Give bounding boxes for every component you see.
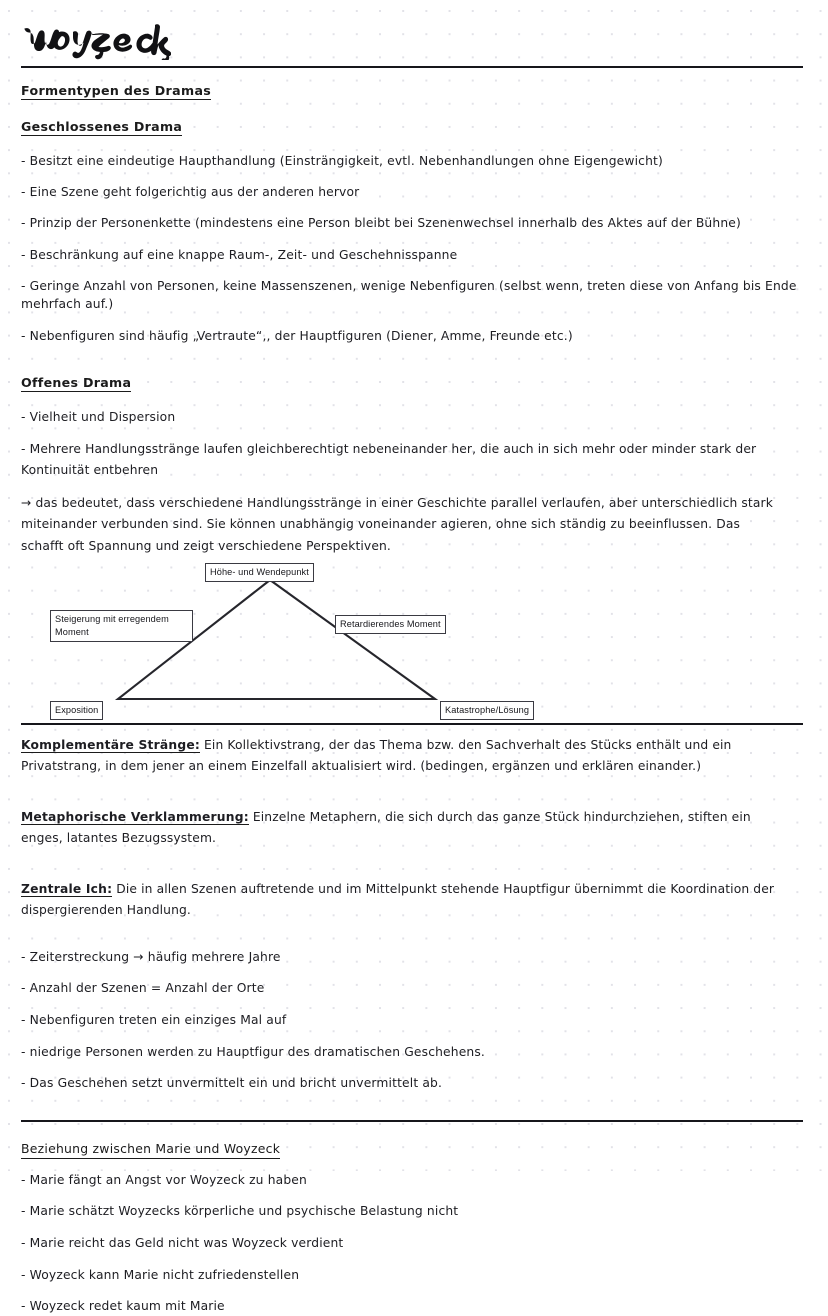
list-item: - Marie fängt an Angst vor Woyzeck zu haben — [21, 1172, 307, 1187]
list-item: - Marie reicht das Geld nicht was Woyzeck verdient — [21, 1236, 344, 1251]
term-label: Zentrale Ich: — [21, 882, 113, 897]
woyzeck-logo — [21, 12, 171, 60]
open-drama-explanation: → das bedeutet, dass verschiedene Handlungsstränge in einer Geschichte parallel verlaufen, aber unterschiedlich stark miteinander verbunden sind. Sie können unabhängig voneinander agieren, ohne sich ständig zu beeinflussen. Das schafft oft Spannung und zeigt verschiedene Perspektiven. — [21, 496, 773, 553]
list-item: - Anzahl der Szenen = Anzahl der Orte — [21, 981, 265, 996]
section-heading-relationship: Beziehung zwischen Marie und Woyzeck — [21, 1141, 280, 1159]
list-item: - Woyzeck kann Marie nicht zufriedenstellen — [21, 1267, 300, 1282]
list-item: - Nebenfiguren treten ein einziges Mal auf — [21, 1012, 287, 1027]
open-drama-features-list — [21, 948, 803, 1093]
list-item: - Mehrere Handlungsstränge laufen gleichberechtigt nebeneinander her, die auch in sich mehr oder minder stark der Kontinuität entbehren — [21, 442, 757, 478]
list-item: - Nebenfiguren sind häufig „Vertraute“,, der Hauptfiguren (Diener, Amme, Freunde etc.) — [21, 328, 573, 343]
term-definition-metaphorische-verklammerung — [21, 807, 783, 849]
list-item: - niedrige Personen werden zu Hauptfigur des dramatischen Geschehens. — [21, 1044, 485, 1059]
list-item: - Geringe Anzahl von Personen, keine Massenszenen, wenige Nebenfiguren (selbst wenn, treten diese von Anfang bis Ende mehrfach auf.) — [21, 278, 797, 312]
term-label: Komplementäre Stränge: — [21, 737, 201, 752]
list-item: - Marie schätzt Woyzecks körperliche und psychische Belastung nicht — [21, 1204, 459, 1219]
list-item: - Woyzeck redet kaum mit Marie — [21, 1299, 225, 1314]
diagram-label-apex: Höhe- und Wendepunkt — [205, 563, 314, 582]
diagram-label-end: Katastrophe/Lösung — [440, 701, 534, 720]
page-title: Formentypen des Dramas — [21, 83, 212, 98]
list-item: - Eine Szene geht folgerichtig aus der anderen hervor — [21, 185, 360, 200]
open-drama-bullet-list — [21, 408, 803, 481]
list-item: - Beschränkung auf eine knappe Raum-, Zeit- und Geschehnisspanne — [21, 247, 458, 262]
list-item: - Vielheit und Dispersion — [21, 409, 176, 424]
list-item: - Prinzip der Personenkette (mindestens eine Person bleibt bei Szenenwechsel innerhalb des Aktes auf der Bühne) — [21, 216, 741, 231]
dramatic-arc-diagram — [29, 563, 549, 713]
term-label: Metaphorische Verklammerung: — [21, 809, 249, 824]
section-heading-open-drama: Offenes Drama — [21, 374, 132, 390]
term-text: Ein Kollektivstrang, der das Thema bzw. den Sachverhalt des Stücks enthält und ein Privatstrang, in dem jener an einem Einzelfall aktualisiert wird. (bedingen, ergänzen und erklären einander.) — [21, 737, 732, 773]
diagram-label-start: Exposition — [50, 701, 103, 720]
logo-header — [21, 0, 803, 62]
term-definition-zentrale-ich — [21, 879, 783, 921]
relationship-bullet-list — [21, 1171, 803, 1316]
term-text: Die in allen Szenen auftretende und im Mittelpunkt stehende Hauptfigur übernimmt die Koordination der dispergierenden Handlung. — [21, 882, 775, 918]
closed-drama-bullet-list — [21, 152, 803, 345]
diagram-label-falling: Retardierendes Moment — [335, 615, 446, 634]
list-item: - Zeiterstreckung → häufig mehrere Jahre — [21, 949, 281, 964]
term-text: Einzelne Metaphern, die sich durch das ganze Stück hindurchziehen, stiften ein enges, latantes Bezugssystem. — [21, 809, 751, 846]
section-heading-closed-drama: Geschlossenes Drama — [21, 119, 183, 134]
term-definition-komplementaere-straenge — [21, 735, 783, 777]
list-item: - Besitzt eine eindeutige Haupthandlung (Einsträngigkeit, evtl. Nebenhandlungen ohne Eigengewicht) — [21, 154, 663, 168]
list-item: - Das Geschehen setzt unvermittelt ein und bricht unvermittelt ab. — [21, 1076, 443, 1091]
diagram-label-rising: Steigerung mit erregendem Moment — [50, 610, 193, 643]
